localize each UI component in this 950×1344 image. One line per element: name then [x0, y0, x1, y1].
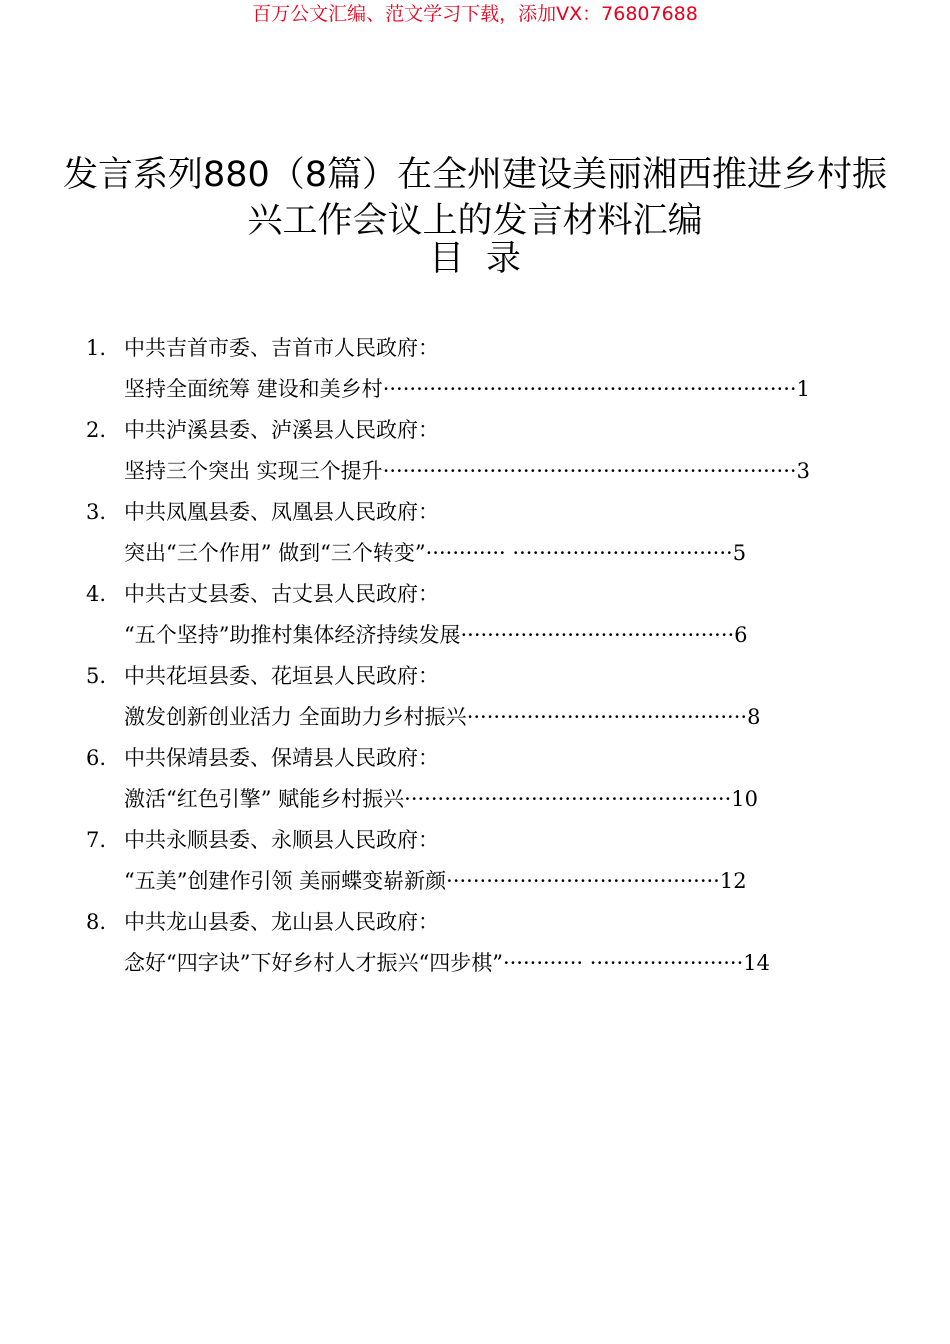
toc-number: 5. [86, 664, 107, 688]
toc-page-number: 1 [796, 377, 810, 401]
title-line-1: 发言系列880（8篇）在全州建设美丽湘西推进乡村振 [62, 155, 888, 195]
toc-page-number: 12 [719, 869, 747, 893]
toc-title: 激活“红色引擎” 赋能乡村振兴 [124, 787, 405, 811]
toc-org-line [86, 656, 866, 697]
toc-organization: 中共凤凰县委、凤凰县人民政府： [124, 500, 439, 524]
toc-item[interactable] [86, 902, 866, 984]
toc-item[interactable] [86, 820, 866, 902]
toc-item[interactable] [86, 738, 866, 820]
toc-leader-dots: ······························································ [382, 459, 797, 483]
toc-org-line [86, 820, 866, 861]
toc-page-number: 6 [734, 623, 748, 647]
title-line-2: 兴工作会议上的发言材料汇编 [247, 201, 703, 241]
toc-title-line [86, 533, 866, 574]
toc-organization: 中共泸溪县委、泸溪县人民政府： [124, 418, 439, 442]
toc-title-line [86, 615, 866, 656]
toc-title: “五美”创建作引领 美丽蝶变崭新颜 [124, 869, 447, 893]
document-title [0, 152, 950, 244]
toc-leader-dots: ········································· [460, 623, 735, 647]
toc-leader-dots: ············ ································· [425, 541, 733, 565]
toc-title-line [86, 451, 866, 492]
toc-org-line [86, 738, 866, 779]
toc-page-number: 10 [731, 787, 758, 811]
toc-heading: 目录 [428, 239, 543, 279]
toc-leader-dots: ················································· [404, 787, 732, 811]
toc-page-number: 8 [747, 705, 761, 729]
toc-item[interactable] [86, 410, 866, 492]
toc-page-number: 5 [732, 541, 747, 565]
toc-leader-dots: ········································· [446, 869, 720, 893]
toc-number: 1. [86, 336, 107, 360]
toc-org-line [86, 328, 866, 369]
toc-title: 突出“三个作用” 做到“三个转变” [124, 541, 426, 565]
toc-item[interactable] [86, 492, 866, 574]
toc-item[interactable] [86, 656, 866, 738]
table-of-contents [86, 328, 866, 984]
toc-number: 4. [86, 582, 107, 606]
toc-page-number: 3 [796, 459, 810, 483]
watermark-banner: 百万公文汇编、范文学习下载，添加VX：76807688 [252, 3, 698, 25]
toc-title: 坚持三个突出 实现三个提升 [124, 459, 383, 483]
toc-organization: 中共古丈县委、古丈县人民政府： [124, 582, 439, 606]
toc-leader-dots: ············ ······················· [502, 951, 744, 975]
toc-organization: 中共吉首市委、吉首市人民政府： [124, 336, 439, 360]
toc-number: 2. [86, 418, 107, 442]
toc-leader-dots: ·········································· [466, 705, 748, 729]
toc-title: 念好“四字诀”下好乡村人才振兴“四步棋” [124, 951, 503, 975]
toc-organization: 中共花垣县委、花垣县人民政府： [124, 664, 439, 688]
toc-title: 坚持全面统筹 建设和美乡村 [124, 377, 383, 401]
toc-item[interactable] [86, 328, 866, 410]
toc-org-line [86, 574, 866, 615]
toc-org-line [86, 410, 866, 451]
toc-org-line [86, 492, 866, 533]
toc-number: 7. [86, 828, 107, 852]
toc-page-number: 14 [743, 951, 770, 975]
toc-org-line [86, 902, 866, 943]
toc-title: 激发创新创业活力 全面助力乡村振兴 [124, 705, 467, 729]
toc-organization: 中共龙山县委、龙山县人民政府： [124, 910, 439, 934]
toc-title-line [86, 369, 866, 410]
toc-title-line [86, 779, 866, 820]
toc-title: “五个坚持”助推村集体经济持续发展 [124, 623, 461, 647]
toc-organization: 中共保靖县委、保靖县人民政府： [124, 746, 439, 770]
toc-number: 3. [86, 500, 107, 524]
toc-title-line [86, 943, 866, 984]
toc-item[interactable] [86, 574, 866, 656]
toc-title-line [86, 861, 866, 902]
toc-title-line [86, 697, 866, 738]
toc-organization: 中共永顺县委、永顺县人民政府： [124, 828, 439, 852]
toc-number: 6. [86, 746, 107, 770]
toc-number: 8. [86, 910, 107, 934]
toc-leader-dots: ······························································ [382, 377, 797, 401]
